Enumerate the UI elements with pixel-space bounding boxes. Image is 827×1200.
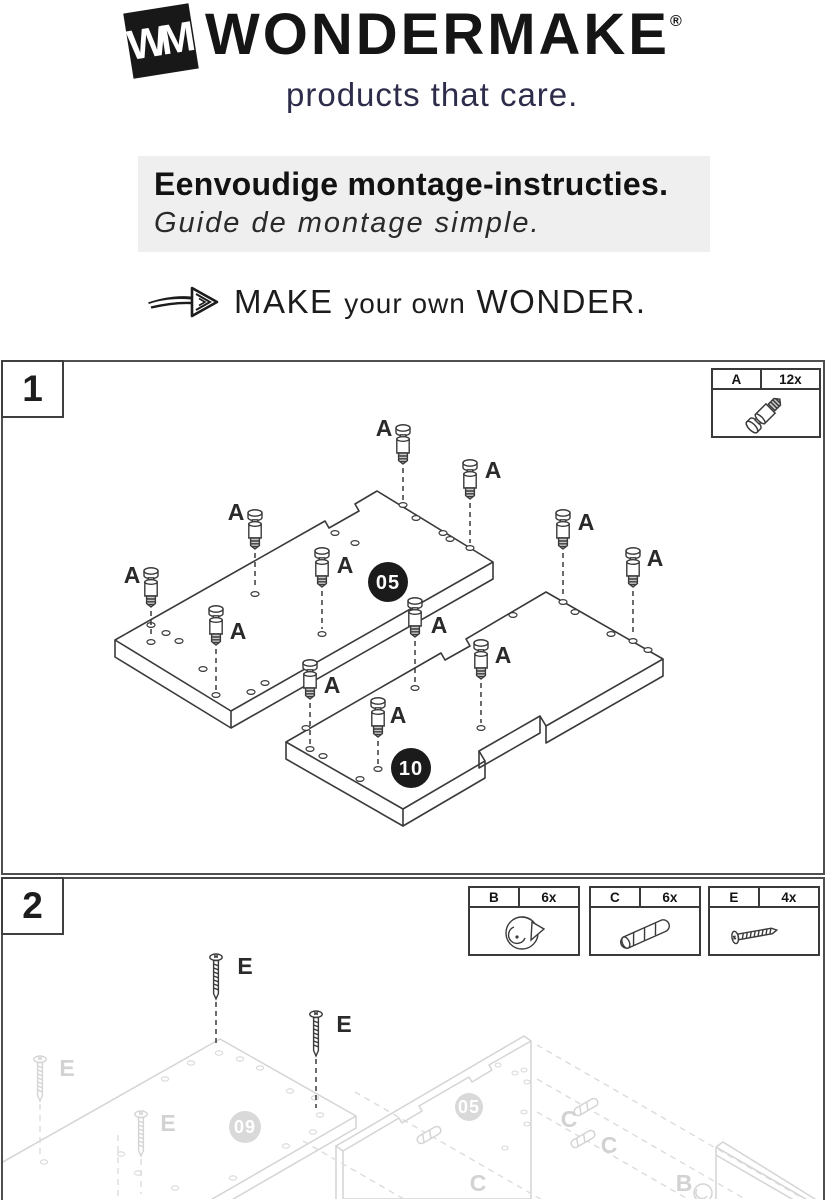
svg-text:A: A [494,642,512,668]
intro-title-french: Guide de montage simple. [154,207,541,239]
svg-text:05: 05 [457,1097,481,1117]
intro-box [138,156,710,252]
svg-text:A: A [123,562,141,588]
slogan-row [146,283,647,321]
hardware-a-label: A [713,370,762,388]
intro-title-dutch: Eenvoudige montage-instructies. [154,166,669,202]
part-badge-05-step2 [455,1093,483,1121]
svg-text:A: A [577,509,595,535]
svg-text:A: A [375,415,393,441]
hardware-e-count: 4x [781,889,797,905]
brand-logo-mark [123,3,199,79]
step-2-number: 2 [1,877,64,935]
cam-bolt-icon [626,548,640,636]
hardware-c-label: C [591,888,641,906]
panel-05-vertical-drawing [336,1036,531,1199]
screw-icon [210,954,222,1046]
part-badge-05 [368,562,408,602]
svg-text:E: E [336,1011,352,1037]
cam-bolt-icon [556,510,570,597]
svg-text:C: C [469,1170,487,1196]
step-1-section [1,360,825,875]
svg-text:A: A [323,672,341,698]
brand-name: WONDERMAKE® [205,2,682,67]
svg-text:E: E [160,1110,176,1136]
hardware-e-label: E [710,888,760,906]
part-badge-09 [229,1111,261,1143]
svg-text:A: A [336,552,354,578]
step-2-section [1,877,825,1200]
svg-text:A: A [484,457,502,483]
registered-trademark-icon: ® [669,13,682,30]
hardware-c-count: 6x [662,889,678,905]
brand-tagline: products that care. [286,76,579,113]
cam-lock-small-icon [694,1184,712,1199]
svg-text:A: A [389,702,407,728]
svg-text:E: E [237,953,253,979]
slogan-text: MAKE your own WONDER. [234,283,647,320]
cam-bolt-icon [463,460,477,543]
panel-09-drawing [3,1039,356,1199]
step-2-diagram [3,879,823,1199]
part-badge-10 [391,748,431,788]
svg-text:B: B [675,1170,693,1196]
side-panel-drawing [716,1142,823,1199]
svg-text:05: 05 [375,572,401,594]
cam-bolt-icon [396,425,410,501]
hardware-a-count: 12x [779,371,802,387]
svg-text:A: A [227,499,245,525]
step-1-diagram [3,362,823,873]
svg-text:C: C [560,1106,578,1132]
svg-text:A: A [430,612,448,638]
svg-text:09: 09 [233,1117,257,1137]
svg-text:A: A [229,618,247,644]
brush-arrow-icon [146,284,222,320]
step-1-number: 1 [1,360,64,418]
brand-monogram: WM [124,12,192,69]
wood-dowel-icon [570,1129,597,1149]
hardware-b-count: 6x [541,889,557,905]
svg-text:10: 10 [398,758,424,780]
svg-text:A: A [646,545,664,571]
svg-text:C: C [600,1132,618,1158]
svg-text:E: E [59,1055,75,1081]
hardware-b-label: B [470,888,520,906]
